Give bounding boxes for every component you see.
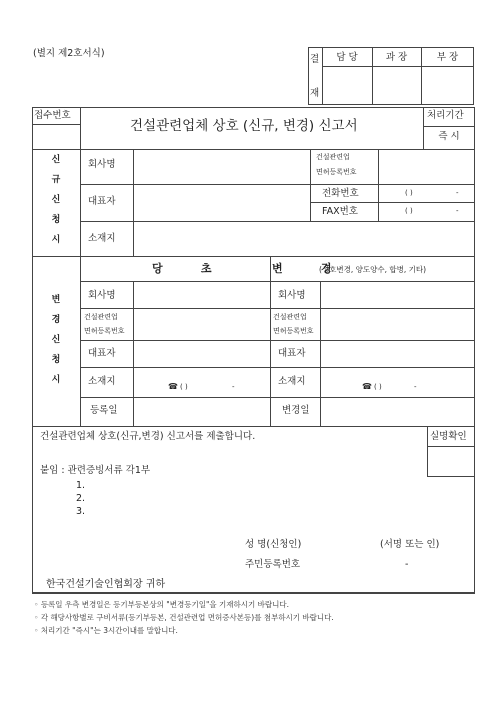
new-phone-area: ( ) [405,189,413,197]
attachment-label: 붙임 : 관련증빙서류 각1부 [40,465,151,476]
new-fax-dash: - [456,207,459,215]
attachment-item-3: 3. [76,506,86,517]
note-3: ◦ 처리기간 "즉시"는 3시간이내를 말합니다. [34,626,178,635]
approval-jae-label: 재 [310,88,320,99]
before-phone-area: ( ) [180,383,188,391]
change-date-label: 변경일 [282,405,310,416]
before-license-label-line2: 면허등록번호 [84,327,125,335]
after-representative-label: 대표자 [278,348,306,359]
before-representative-label: 대표자 [88,348,116,359]
before-phone-dash: - [232,383,235,391]
form-number: (별지 제2호서식) [33,48,105,59]
after-phone-dash: - [414,383,417,391]
after-phone-icon: ☎ [362,382,372,391]
new-license-label-line1: 건설관련업 [316,153,350,161]
new-representative-label: 대표자 [88,196,116,207]
before-license-label-line1: 건설관련업 [84,313,118,321]
before-company-name-label: 회사명 [88,290,116,301]
new-address-label: 소재지 [88,233,116,244]
recipient-text: 한국건설기술인협회장 귀하 [46,579,166,590]
new-fax-label: FAX번호 [322,206,358,217]
approval-col-department-head: 부 장 [436,52,459,63]
after-address-label: 소재지 [278,376,306,387]
new-license-label-line2: 면허등록번호 [316,168,357,176]
new-application-side-label: 신 규 신 청 시 [51,155,61,245]
reg-date-label: 등록일 [90,405,118,416]
approval-col-section-chief: 과 장 [385,52,408,63]
after-license-label-line1: 건설관련업 [273,313,307,321]
resident-number-dash: - [405,559,409,570]
identity-verify-label: 실명확인 [430,431,467,442]
change-after-note: (상호변경, 양도양수, 합병, 기타) [319,265,427,274]
statement-text: 건설관련업체 상호(신규,변경) 신고서를 제출합니다. [40,431,256,442]
note-2: ◦ 각 해당사항별로 구비서류(등기부등본, 건설관련업 면허증사본등)를 첨부하시기 바랍니다. [34,613,334,622]
change-after-header: 변 경 [272,262,332,275]
change-application-side-label: 변 경 신 청 시 [51,295,61,385]
before-phone-icon: ☎ [168,382,178,391]
process-period-value: 즉 시 [438,131,460,142]
signature-label: (서명 또는 인) [380,539,440,550]
change-before-header: 당 초 [152,262,212,275]
resident-number-label: 주민등록번호 [245,559,301,570]
after-company-name-label: 회사명 [278,290,306,301]
new-phone-label: 전화번호 [322,188,359,199]
attachment-item-2: 2. [76,493,86,504]
after-license-label-line2: 면허등록번호 [273,327,314,335]
new-phone-dash: - [456,189,459,197]
receipt-number-label: 접수번호 [34,110,71,121]
attachment-item-1: 1. [76,480,86,491]
form-title: 건설관련업체 상호 (신규, 변경) 신고서 [130,118,358,134]
before-address-label: 소재지 [88,376,116,387]
new-company-name-label: 회사명 [88,159,116,170]
approval-gyeol-label: 결 [310,54,320,65]
process-period-label: 처리기간 [427,110,464,121]
after-phone-area: ( ) [374,383,382,391]
note-1: ◦ 등록일 우측 변경일은 등기부등본상의 "변경등기일"을 기재하시기 바랍니다. [34,600,289,609]
approval-col-staff: 담 당 [336,52,358,63]
new-fax-area: ( ) [405,207,413,215]
applicant-name-label: 성 명(신청인) [245,539,302,550]
